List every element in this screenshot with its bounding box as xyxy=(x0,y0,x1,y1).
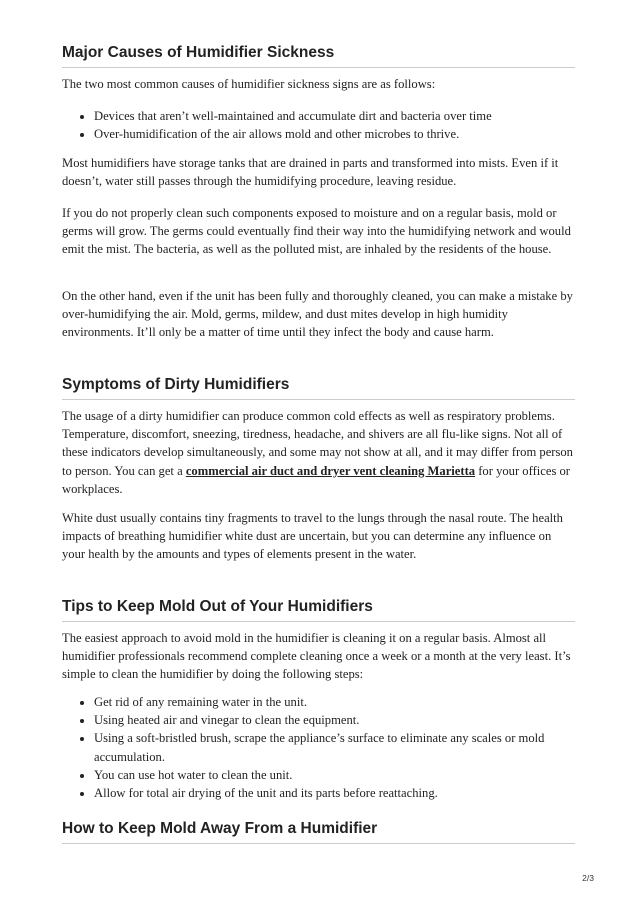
tips-list xyxy=(62,693,575,802)
page-number: 2/3 xyxy=(582,873,594,883)
commercial-air-duct-link[interactable]: commercial air duct and dryer vent cleaning Marietta xyxy=(185,463,476,478)
section-heading-symptoms: Symptoms of Dirty Humidifiers xyxy=(62,376,575,400)
causes-list xyxy=(62,107,575,143)
list-item: • Devices that aren’t well-maintained and accumulate dirt and bacteria over time xyxy=(94,107,575,125)
section-heading-causes: Major Causes of Humidifier Sickness xyxy=(62,44,575,68)
list-item: • Over-humidification of the air allows mold and other microbes to thrive. xyxy=(94,125,575,143)
list-item: • Using heated air and vinegar to clean the equipment. xyxy=(94,711,575,729)
symptoms-paragraph-2: White dust usually contains tiny fragments to travel to the lungs through the nasal route. The health impacts of breathing humidifier white dust are uncertain, but you can determine any influence on your health by the amounts and types of elements present in the water. xyxy=(62,511,563,562)
symptoms-text: The usage of a dirty humidifier can produce common cold effects as well as respiratory problems. Temperature, discomfort, sneezing, tiredness, headache, and shivers are all flu-like signs. Not all of these indicators develop simultaneously, and some may not show at all, and it may differ from person to person. You can get a xyxy=(62,409,573,478)
symptoms-paragraph xyxy=(62,407,575,498)
section-heading-tips: Tips to Keep Mold Out of Your Humidifiers xyxy=(62,598,575,622)
list-item: • Allow for total air drying of the unit and its parts before reattaching. xyxy=(94,784,575,802)
symptoms-text-end: for your offices or workplaces. xyxy=(62,463,570,496)
list-item: • Get rid of any remaining water in the unit. xyxy=(94,693,575,711)
list-item: • You can use hot water to clean the unit. xyxy=(94,766,575,784)
list-item: • Using a soft-bristled brush, scrape the appliance’s surface to eliminate any scales or mold accumulation. xyxy=(94,729,575,765)
causes-intro: The two most common causes of humidifier sickness signs are as follows: xyxy=(62,77,436,91)
causes-paragraph: On the other hand, even if the unit has been fully and thoroughly cleaned, you can make a mistake by over-humidifying the air. Mold, germs, mildew, and dust mites develop in high humidity environments. It’ll only be a matter of time until they infect the body and cause harm. xyxy=(62,289,573,340)
tips-intro: The easiest approach to avoid mold in the humidifier is cleaning it on a regular basis. Almost all humidifier professionals recommend complete cleaning once a week or a month at the very least. It’s simple to clean the humidifier by doing the following steps: xyxy=(62,631,571,682)
section-heading-keep-mold-away: How to Keep Mold Away From a Humidifier xyxy=(62,820,575,844)
causes-paragraph: If you do not properly clean such components exposed to moisture and on a regular basis, mold or germs will grow. The germs could eventually find their way into the humidifying network and would emit the mist. The bacteria, as well as the polluted mist, are inhaled by the residents of the house. xyxy=(62,206,571,257)
causes-paragraph: Most humidifiers have storage tanks that are drained in parts and transformed into mists. Even if it doesn’t, water still passes through the humidifying procedure, leaving residue. xyxy=(62,156,559,189)
